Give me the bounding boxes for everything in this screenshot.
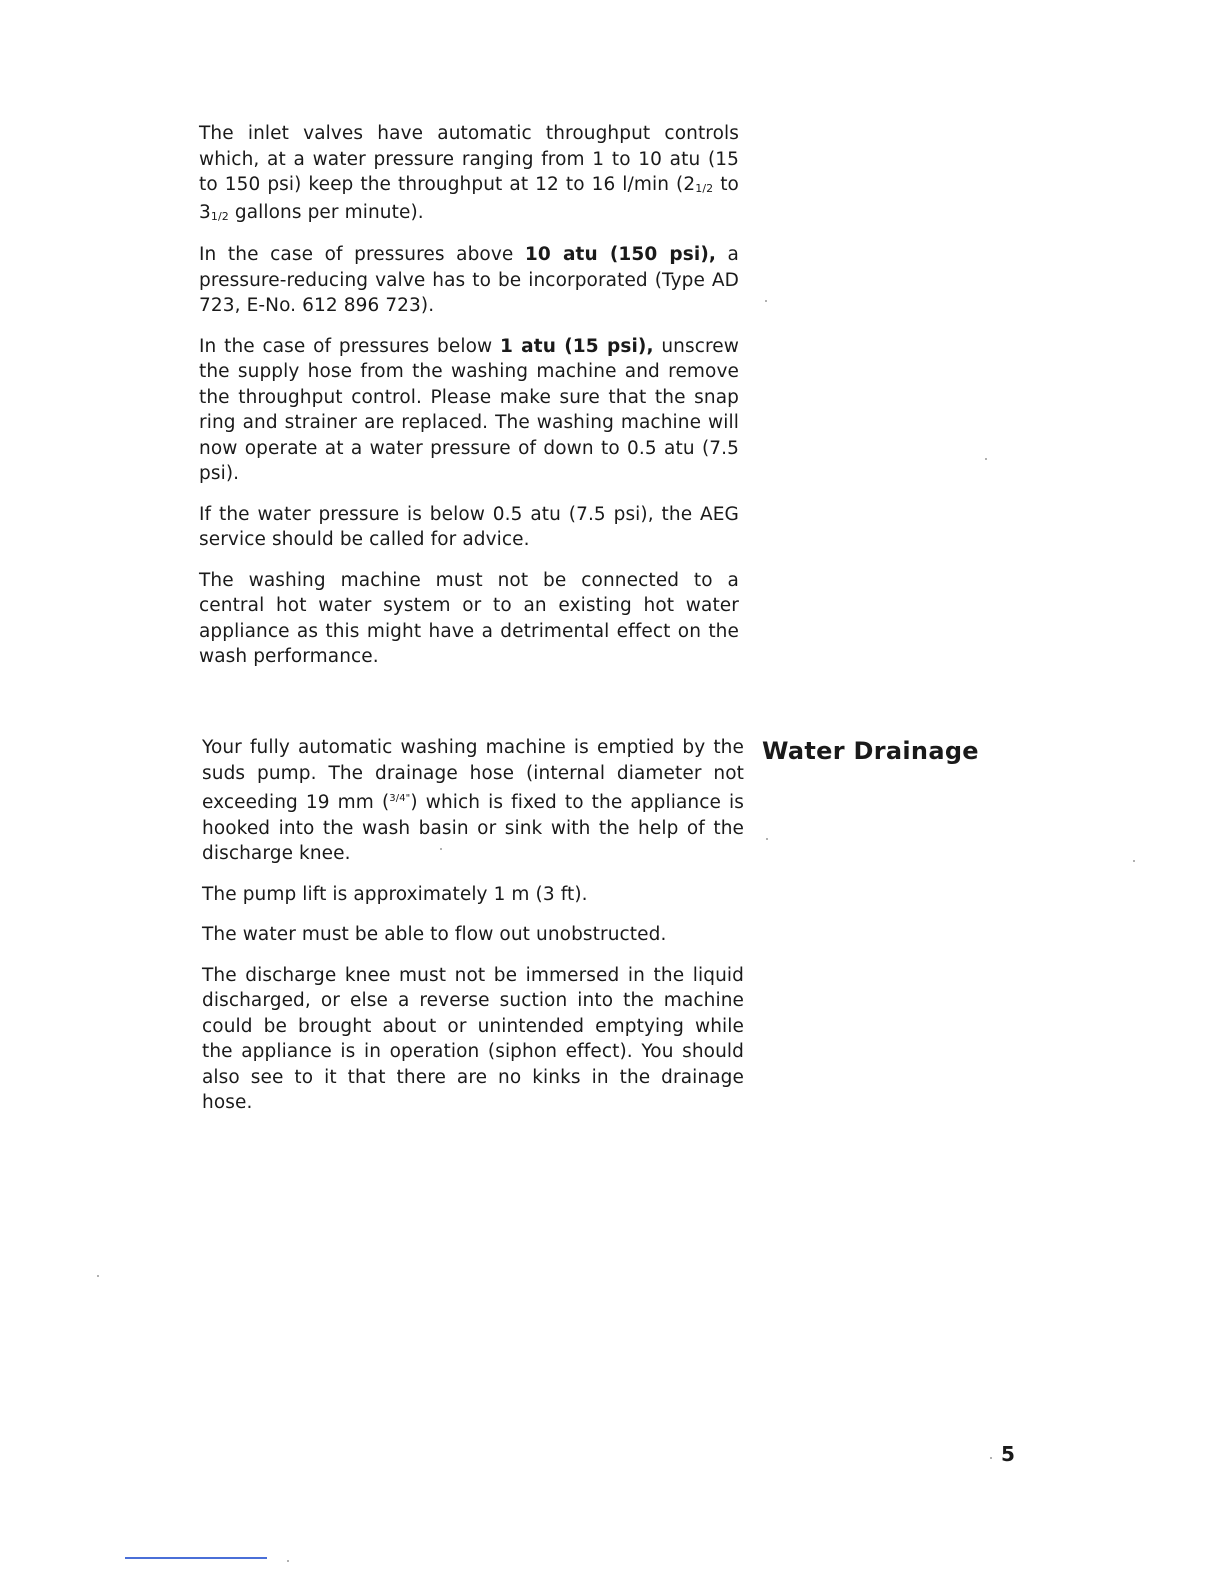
paragraph-low-pressure: In the case of pressures below 1 atu (15 psi), unscrew the supply hose from the washing machine and remove the throughput control. Please make sure that the snap ring and strainer are replaced. The washing machine will now operate at a water pressure of down to 0.5 atu (7.5 psi). bbox=[199, 335, 739, 484]
scan-speck bbox=[985, 458, 987, 460]
paragraph-throughput-controls: The inlet valves have automatic throughput controls which, at a water pressure ranging from 1 to 10 atu (15 to 150 psi) keep the throughput at 12 to 16 l/min (21/2 to 31/2 gallons per minute). bbox=[199, 123, 739, 223]
water-supply-section bbox=[199, 121, 739, 685]
pressure-value-bold: 10 atu (150 psi), bbox=[524, 244, 717, 265]
scan-speck bbox=[440, 848, 442, 850]
scan-speck bbox=[766, 838, 768, 840]
fraction-half: 1/2 bbox=[695, 182, 714, 195]
scan-speck bbox=[287, 1560, 289, 1562]
paragraph-service-advice: If the water pressure is below 0.5 atu (7.5 psi), the AEG service should be called for advice. bbox=[199, 503, 739, 550]
fraction-half: 1/2 bbox=[210, 209, 229, 223]
scan-speck bbox=[765, 300, 767, 302]
page-number: 5 bbox=[1001, 1442, 1015, 1466]
scan-speck bbox=[97, 1275, 99, 1277]
fraction-three-quarter: 3/4" bbox=[389, 793, 411, 804]
paragraph-discharge-knee: The discharge knee must not be immersed in the liquid discharged, or else a reverse suction into the machine could be brought about or unintended emptying while the appliance is in operation (siphon effect). You should also see to it that there are no kinks in the drainage hose. bbox=[202, 964, 744, 1114]
scan-edge-line bbox=[125, 1557, 267, 1559]
scan-speck bbox=[1133, 860, 1135, 862]
pressure-value-bold: 1 atu (15 psi), bbox=[499, 335, 654, 357]
scan-speck bbox=[990, 1457, 992, 1459]
water-drainage-section bbox=[202, 735, 744, 1131]
section-heading-water-drainage: Water Drainage bbox=[762, 737, 979, 765]
paragraph-hot-water-warning: The washing machine must not be connected to a central hot water system or to an existing hot water appliance as this might have a detrimental effect on the wash performance. bbox=[199, 569, 739, 667]
paragraph-high-pressure: In the case of pressures above 10 atu (150 psi), a pressure-reducing valve has to be incorporated (Type AD 723, E-No. 612 896 723). bbox=[199, 244, 739, 316]
paragraph-pump-lift: The pump lift is approximately 1 m (3 ft). bbox=[202, 883, 588, 905]
paragraph-unobstructed-flow: The water must be able to flow out unobstructed. bbox=[202, 924, 667, 946]
paragraph-suds-pump: Your fully automatic washing machine is emptied by the suds pump. The drainage hose (internal diameter not exceeding 19 mm ($^{3/4"}$) which is fixed to the appliance is hooked into the wash basin or sink with the help of the discharge knee. bbox=[202, 737, 744, 865]
